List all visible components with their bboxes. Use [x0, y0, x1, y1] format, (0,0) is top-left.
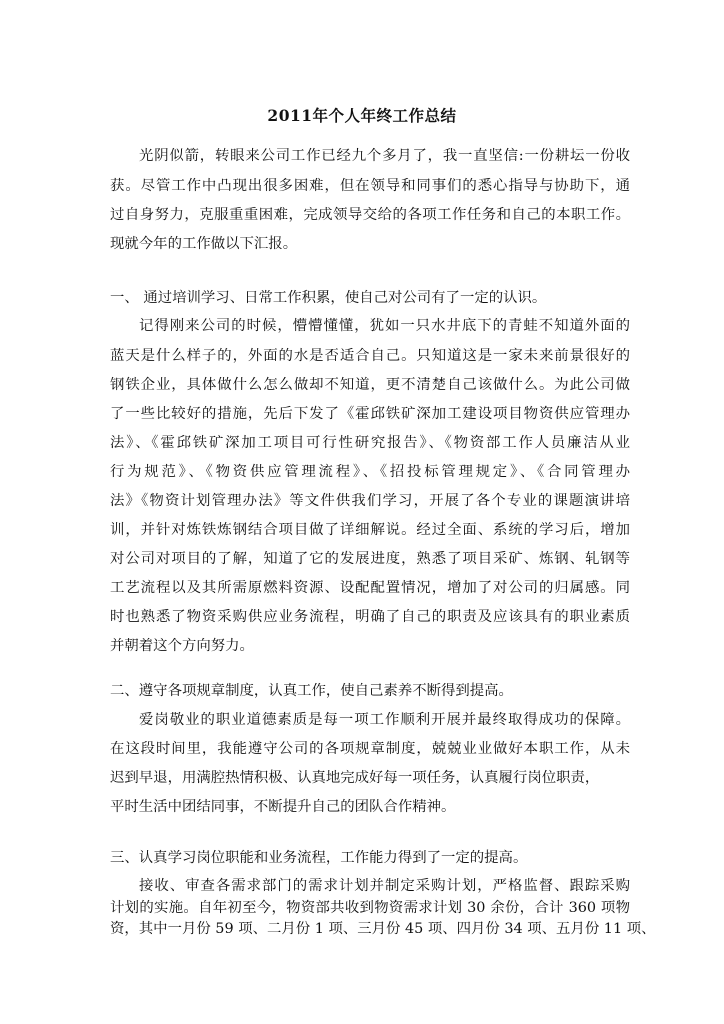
body-text-line: 获。尽管工作中凸现出很多困难，但在领导和同事们的悉心指导与协助下，通	[110, 178, 630, 194]
body-text-line: 计划的实施。自年初至今，物资部共收到物资需求计划 30 余份，合计 360 项物	[110, 900, 630, 916]
body-text-line: 工艺流程以及其所需原燃料资源、设配配置情况，增加了对公司的归属感。同	[110, 580, 630, 596]
body-text-line: 三、认真学习岗位职能和业务流程，工作能力得到了一定的提高。	[110, 850, 528, 866]
body-text-line: 法》、《霍邱铁矿深加工项目可行性研究报告》、《物资部工作人员廉洁从业	[110, 435, 630, 451]
body-text-line: 光阴似箭，转眼来公司工作已经九个多月了，我一直坚信:一份耕坛一份收	[139, 148, 630, 164]
body-text-line: 在这段时间里，我能遵守公司的各项规章制度，兢兢业业做好本职工作，从未	[110, 741, 630, 757]
body-text-line: 并朝着这个方向努力。	[110, 638, 254, 654]
body-text-line: 二、遵守各项规章制度，认真工作，使自己素养不断得到提高。	[110, 683, 513, 699]
document-title: 2011年个人年终工作总结	[267, 106, 457, 125]
body-text-line: 记得刚来公司的时候，懵懵懂懂，犹如一只水井底下的青蛙不知道外面的	[139, 318, 630, 334]
body-text-line: 现就今年的工作做以下汇报。	[110, 236, 298, 252]
body-text-line: 迟到早退，用满腔热情积极、认真地完成好每一项任务，认真履行岗位职责，	[110, 770, 600, 786]
body-text-line: 一、 通过培训学习、日常工作积累，使自己对公司有了一定的认识。	[110, 290, 547, 306]
body-text-line: 过自身努力，克服重重困难，完成领导交给的各项工作任务和自己的本职工作。	[110, 207, 630, 223]
body-text-line: 蓝天是什么样子的，外面的水是否适合自己。只知道这是一家未来前景很好的	[110, 348, 630, 364]
body-text-line: 平时生活中团结同事，不断提升自己的团队合作精神。	[110, 799, 456, 815]
body-text-line: 钢铁企业，具体做什么怎么做却不知道，更不清楚自己该做什么。为此公司做	[110, 377, 630, 393]
body-text-line: 爱岗敬业的职业道德素质是每一项工作顺利开展并最终取得成功的保障。	[139, 712, 630, 728]
body-text-line: 法》《物资计划管理办法》等文件供我们学习，开展了各个专业的课题演讲培	[110, 493, 630, 509]
body-text-line: 资，其中一月份 59 项、二月份 1 项、三月份 45 项、四月份 34 项、五月份 11 项、	[110, 921, 656, 937]
body-text-line: 时也熟悉了物资采购供应业务流程，明确了自己的职责及应该具有的职业素质	[110, 609, 630, 625]
body-text-line: 了一些比较好的措施，先后下发了《霍邱铁矿深加工建设项目物资供应管理办	[110, 406, 630, 422]
body-text-line: 训，并针对炼铁炼钢结合项目做了详细解说。经过全面、系统的学习后，增加	[110, 522, 630, 538]
body-text-line: 行为规范》、《物资供应管理流程》、《招投标管理规定》、《合同管理办	[110, 464, 630, 480]
body-text-line: 接收、审查各需求部门的需求计划并制定采购计划，严格监督、跟踪采购	[139, 878, 630, 894]
body-text-line: 对公司对项目的了解，知道了它的发展进度，熟悉了项目采矿、炼钢、轧钢等	[110, 551, 630, 567]
